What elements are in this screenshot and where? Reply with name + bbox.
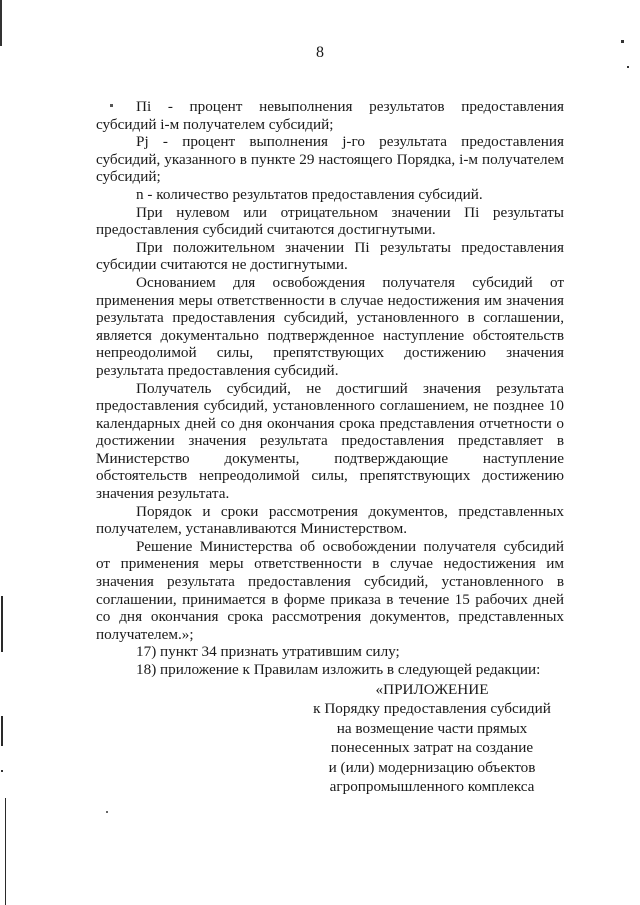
paragraph: 17) пункт 34 признать утратившим силу;	[136, 643, 400, 661]
paragraph: Порядок и сроки рассмотрения документов, представленных получателем, устанавливаются Министерством.	[96, 502, 564, 538]
paragraph: n - количество результатов предоставления субсидий.	[136, 185, 483, 203]
scan-mark-right-dot-1	[621, 40, 624, 43]
paragraph: При нулевом или отрицательном значении Пi результаты предоставления субсидий считаются достигнутыми.	[96, 203, 564, 239]
appendix-heading	[300, 680, 564, 796]
appendix-line: агропромышленного комплекса	[329, 778, 535, 796]
paragraph: При положительном значении Пi результаты предоставления субсидии считаются не достигнутыми.	[96, 238, 564, 274]
paragraph: Основанием для освобождения получателя субсидий от применения меры ответственности в случае недостижения им значения результата предоставления субсидий, установленного в соглашении, является документально подтвержденное наступление обстоятельств непреодолимой силы, препятствующих достижению значения результата предоставления субсидий.	[96, 273, 564, 379]
paragraph: Пi - процент невыполнения результатов предоставления субсидий i-м получателем субсидий;	[96, 98, 564, 133]
margin-bar-middle	[1, 716, 3, 746]
margin-bar-upper	[1, 596, 3, 652]
appendix-line: понесенных затрат на создание	[330, 739, 534, 757]
paragraph: Pj - процент выполнения j-го результата предоставления субсидий, указанного в пункте 29 настоящего Порядка, i-м получателем субсидий;	[96, 133, 564, 186]
appendix-line: и (или) модернизацию объектов	[328, 758, 536, 776]
scan-mark-right-dot-2	[627, 66, 629, 68]
paragraph: 18) приложение к Правилам изложить в следующей редакции:	[136, 661, 541, 678]
scan-mark-small-dot	[106, 811, 108, 813]
margin-bar-lower	[5, 798, 6, 905]
appendix-line: на возмещение части прямых	[336, 719, 528, 737]
scan-mark-left-top	[0, 0, 2, 46]
appendix-line: «ПРИЛОЖЕНИЕ	[375, 681, 489, 698]
scan-mark-dot	[1, 770, 3, 772]
document-body	[96, 98, 564, 679]
page-number: 8	[316, 44, 324, 61]
paragraph: Получатель субсидий, не достигший значения результата предоставления субсидий, установленного соглашением, не позднее 10 календарных дней со дня окончания срока представления отчетности о достижении значения результата предоставления представляет в Министерство документы, подтверждающие наступление обстоятельств непреодолимой силы, препятствующих достижению значения результата.	[96, 379, 564, 503]
paragraph: Решение Министерства об освобождении получателя субсидий от применения меры ответственности в случае недостижения им значения результата предоставления субсидий, установленного в соглашении, принимается в форме приказа в течение 15 рабочих дней со дня окончания срока рассмотрения документов, представленных получателем.»;	[96, 537, 564, 643]
appendix-line: к Порядку предоставления субсидий	[313, 700, 551, 718]
